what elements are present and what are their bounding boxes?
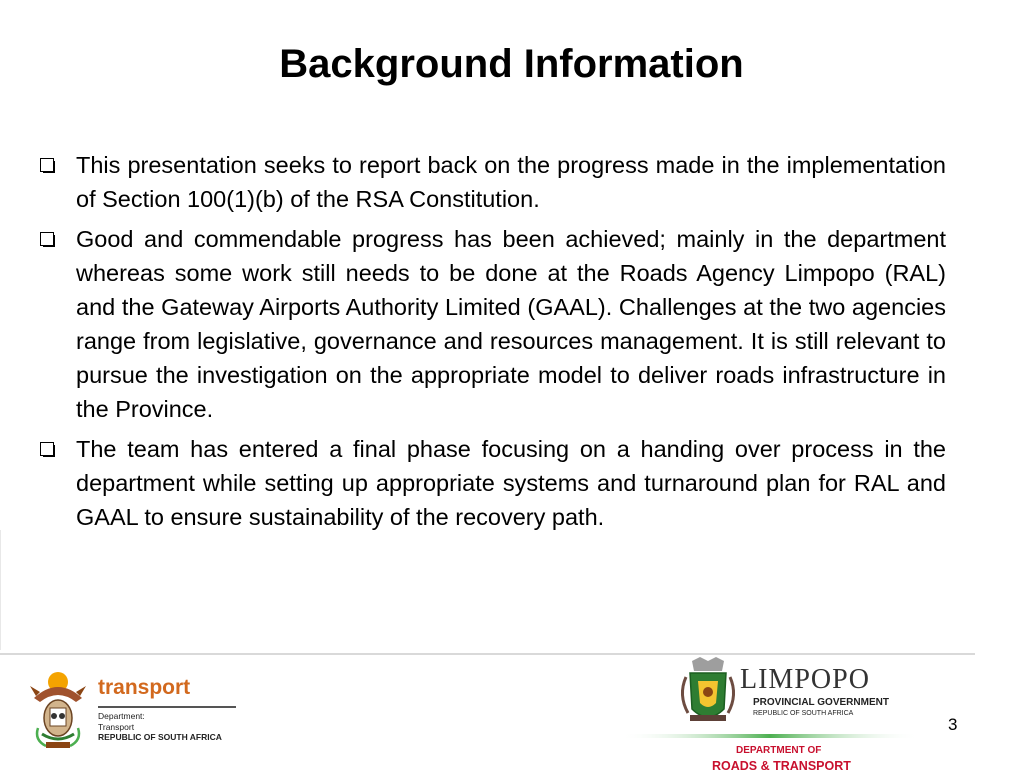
coat-of-arms-icon (28, 668, 88, 754)
dept-line: REPUBLIC OF SOUTH AFRICA (98, 732, 222, 742)
bullet-text: The team has entered a final phase focusing on a handing over process in the department while setting up appropriate systems and turnaround plan for RAL and GAAL to ensure sustainability of the recovery path. (76, 436, 946, 530)
dept-line: Department: (98, 711, 145, 721)
bullet-item (38, 432, 946, 534)
transport-rule (98, 706, 236, 708)
page-number: 3 (948, 715, 958, 734)
bullet-item (38, 222, 946, 426)
limpopo-subtitle: PROVINCIAL GOVERNMENT (753, 697, 889, 708)
transport-dept-text (98, 711, 222, 743)
bullet-item (38, 148, 946, 216)
bullet-list (38, 148, 946, 540)
transport-wordmark: transport (98, 676, 191, 699)
limpopo-dept-line1: DEPARTMENT OF (736, 745, 822, 756)
checkbox-icon (40, 158, 54, 172)
bullet-text: This presentation seeks to report back on the progress made in the implementation of Section 100(1)(b) of the RSA Constitution. (76, 152, 946, 212)
slide-title: Background Information (279, 42, 744, 86)
side-divider (0, 530, 1, 650)
bullet-text: Good and commendable progress has been achieved; mainly in the department whereas some work still needs to be done at the Roads Agency Limpopo (RAL) and the Gateway Airports Authority Limited (GAAL). Challenges at the two agencies range from legislative, governance and resources management. It is still relevant to pursue the investigation on the appropriate model to deliver roads infrastructure in the Province. (76, 226, 946, 422)
checkbox-icon (40, 232, 54, 246)
limpopo-country: REPUBLIC OF SOUTH AFRICA (753, 710, 854, 717)
dept-line: Transport (98, 721, 135, 732)
limpopo-dept-line2: ROADS & TRANSPORT (712, 759, 851, 773)
checkbox-icon (40, 442, 54, 456)
limpopo-wordmark: LIMPOPO (740, 664, 870, 695)
